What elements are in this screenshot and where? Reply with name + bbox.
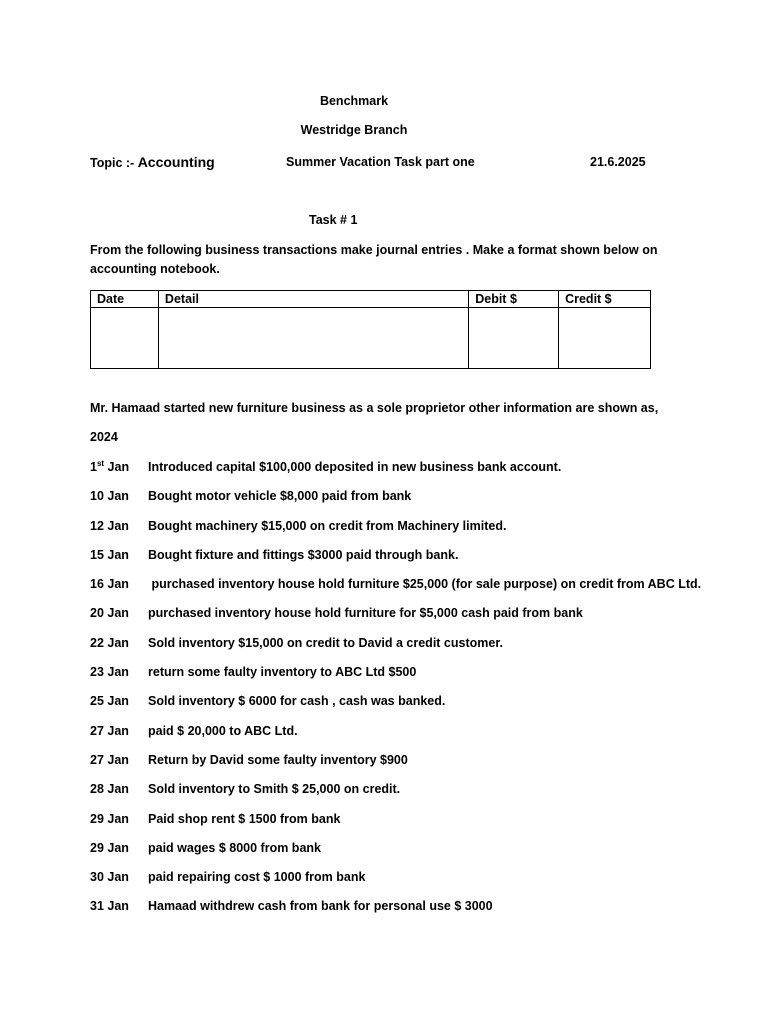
transaction-item [90, 723, 701, 752]
business-intro: Mr. Hamaad started new furniture business as a sole proprietor other information are shown as, [90, 401, 659, 415]
transaction-month: Jan [103, 782, 129, 797]
transaction-date [90, 459, 138, 475]
transaction-text: Sold inventory to Smith $ 25,000 on credit. [148, 782, 401, 797]
transaction-month: Jan [104, 460, 130, 474]
transaction-text: Return by David some faulty inventory $900 [148, 752, 408, 767]
transaction-month: Jan [103, 870, 129, 885]
cell-debit [469, 308, 559, 369]
transaction-date [90, 605, 138, 621]
transaction-day: 20 [90, 606, 104, 621]
transaction-item [90, 635, 701, 664]
transaction-text: Paid shop rent $ 1500 from bank [148, 811, 341, 826]
transaction-text: purchased inventory house hold furniture $25,000 (for sale purpose) on credit from ABC Ltd. [148, 577, 702, 592]
transaction-text: Bought motor vehicle $8,000 paid from bank [148, 489, 412, 504]
transaction-date [90, 752, 138, 768]
transaction-month: Jan [103, 635, 129, 650]
transaction-text: Sold inventory $15,000 on credit to David a credit customer. [148, 635, 503, 650]
transaction-day: 10 [90, 489, 104, 504]
transaction-day: 1 [90, 460, 97, 474]
transaction-date [90, 693, 138, 709]
transaction-item [90, 811, 701, 840]
transaction-text: paid wages $ 8000 from bank [148, 840, 321, 855]
transaction-text: Introduced capital $100,000 deposited in new business bank account. [148, 460, 562, 474]
transaction-item [90, 518, 701, 547]
transaction-list [90, 459, 701, 928]
transaction-month: Jan [103, 840, 129, 855]
transaction-month: Jan [103, 518, 129, 533]
topic-value: Accounting [137, 154, 215, 170]
transaction-text: paid $ 20,000 to ABC Ltd. [148, 723, 298, 738]
cell-date [91, 308, 159, 369]
topic-line [90, 154, 215, 171]
transaction-month: Jan [103, 899, 129, 914]
branch-name: Westridge Branch [300, 123, 408, 137]
transaction-date [90, 811, 138, 827]
transaction-date [90, 723, 138, 739]
transaction-month: Jan [103, 489, 129, 504]
transaction-day: 29 [90, 811, 104, 826]
transaction-day: 25 [90, 694, 104, 709]
transaction-day-suffix: st [96, 458, 105, 468]
transaction-date [90, 781, 138, 797]
cell-detail [158, 308, 468, 369]
transaction-date [90, 518, 138, 534]
transaction-date [90, 664, 138, 680]
transaction-day: 31 [90, 899, 104, 914]
year-label: 2024 [90, 430, 118, 444]
column-detail: Detail [158, 291, 468, 308]
column-date: Date [91, 291, 159, 308]
transaction-day: 30 [90, 870, 104, 885]
transaction-item [90, 781, 701, 810]
column-debit: Debit $ [469, 291, 559, 308]
topic-label: Topic :- [90, 156, 138, 170]
transaction-date [90, 635, 138, 651]
transaction-month: Jan [103, 577, 129, 592]
transaction-date [90, 576, 138, 592]
transaction-item [90, 459, 701, 488]
task-title: Summer Vacation Task part one [286, 155, 475, 169]
transaction-month: Jan [103, 723, 129, 738]
transaction-day: 15 [90, 547, 104, 562]
transaction-month: Jan [103, 694, 129, 709]
task-heading: Task # 1 [309, 213, 358, 227]
cell-credit [559, 308, 651, 369]
column-credit: Credit $ [559, 291, 651, 308]
transaction-text: Bought machinery $15,000 on credit from Machinery limited. [148, 518, 507, 533]
transaction-day: 12 [90, 518, 104, 533]
journal-empty-row [91, 308, 651, 369]
transaction-item [90, 869, 701, 898]
transaction-date [90, 547, 138, 563]
transaction-day: 27 [90, 752, 104, 767]
transaction-day: 29 [90, 840, 104, 855]
transaction-item [90, 576, 701, 605]
transaction-day: 28 [90, 782, 104, 797]
transaction-day: 22 [90, 635, 104, 650]
journal-format-table [90, 290, 651, 369]
transaction-text: Sold inventory $ 6000 for cash , cash was banked. [148, 694, 446, 709]
transaction-day: 16 [90, 577, 104, 592]
school-name: Benchmark [319, 94, 389, 108]
transaction-date [90, 840, 138, 856]
transaction-month: Jan [103, 606, 129, 621]
transaction-day: 27 [90, 723, 104, 738]
transaction-month: Jan [103, 547, 129, 562]
transaction-month: Jan [103, 752, 129, 767]
transaction-text: Hamaad withdrew cash from bank for personal use $ 3000 [148, 899, 493, 914]
journal-header-row [91, 291, 651, 308]
transaction-month: Jan [103, 665, 129, 680]
transaction-item [90, 752, 701, 781]
transaction-item [90, 898, 701, 927]
transaction-item [90, 840, 701, 869]
transaction-text: Bought fixture and fittings $3000 paid through bank. [148, 547, 459, 562]
task-instructions: From the following business transactions make journal entries . Make a format shown below on accounting notebook. [90, 243, 658, 276]
transaction-text: purchased inventory house hold furniture for $5,000 cash paid from bank [148, 606, 583, 621]
transaction-item [90, 488, 701, 517]
transaction-text: return some faulty inventory to ABC Ltd $500 [148, 665, 417, 680]
document-date: 21.6.2025 [590, 155, 646, 169]
transaction-date [90, 869, 138, 885]
transaction-month: Jan [103, 811, 129, 826]
transaction-item [90, 664, 701, 693]
transaction-item [90, 547, 701, 576]
transaction-date [90, 898, 138, 914]
transaction-day: 23 [90, 665, 104, 680]
transaction-text: paid repairing cost $ 1000 from bank [148, 870, 366, 885]
transaction-item [90, 605, 701, 634]
transaction-date [90, 488, 138, 504]
transaction-item [90, 693, 701, 722]
